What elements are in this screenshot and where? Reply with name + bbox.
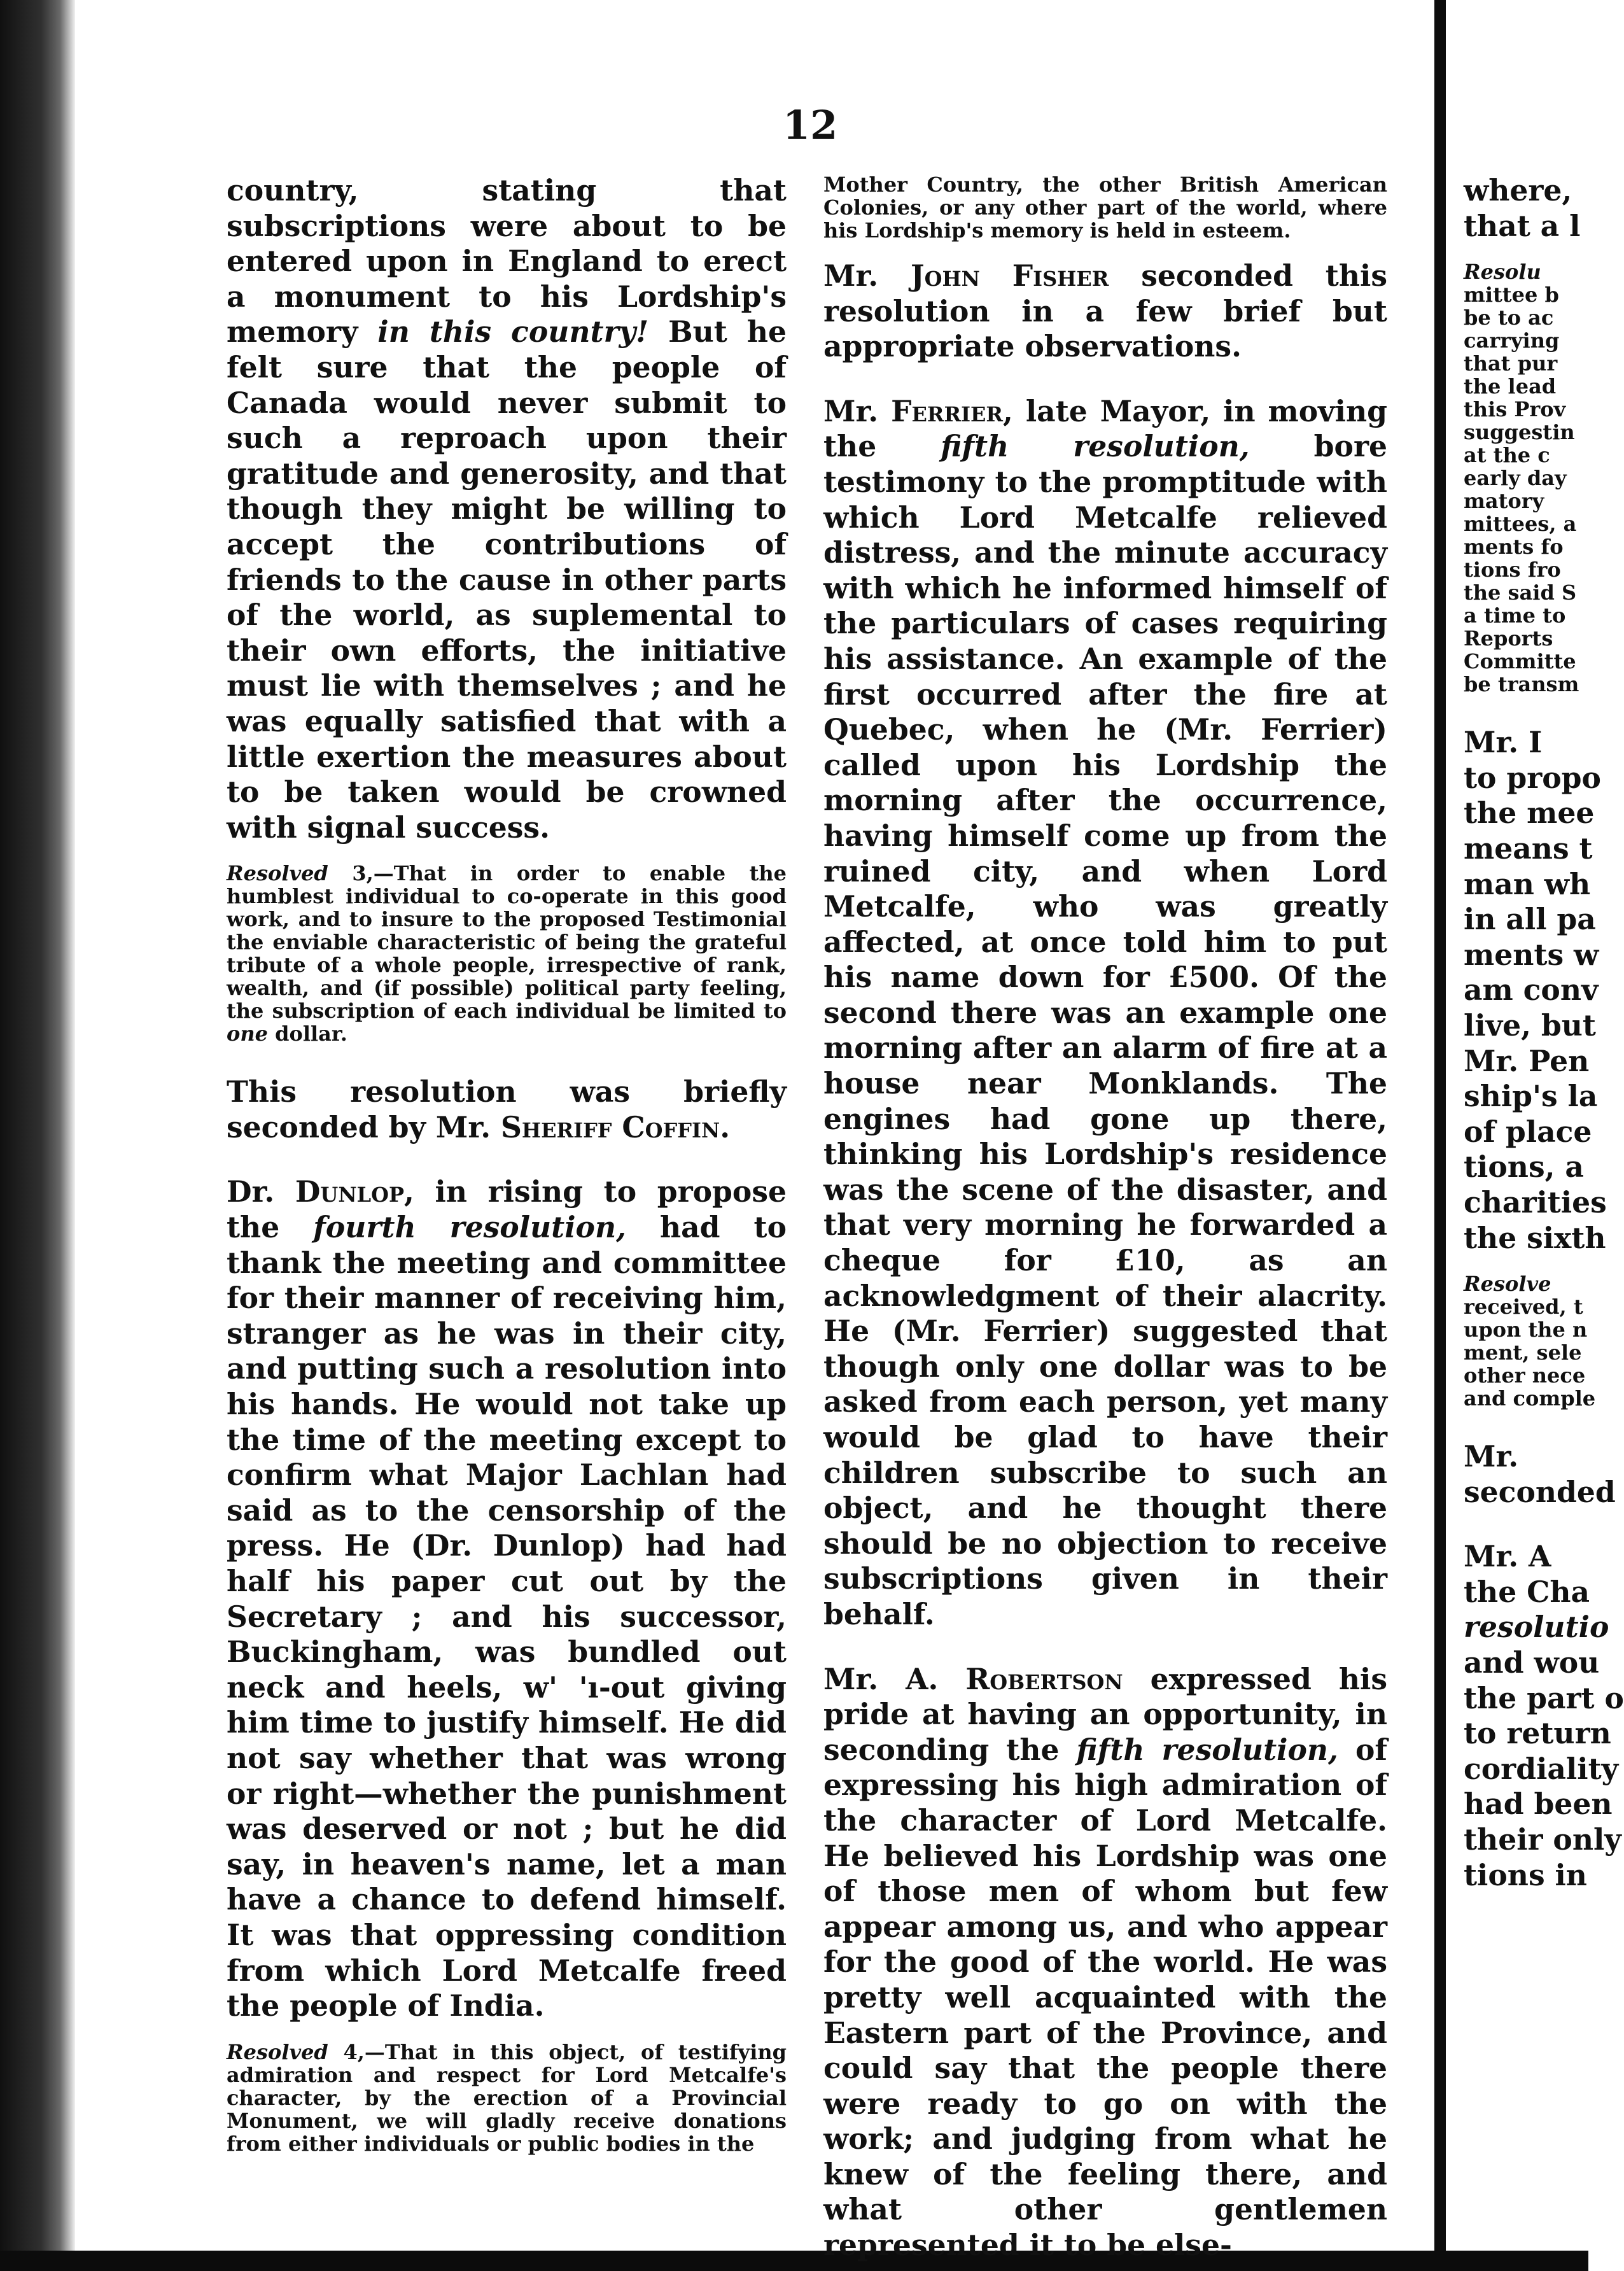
partial-line: upon the n xyxy=(1464,1318,1588,1342)
partial-line: the lead xyxy=(1464,374,1557,399)
partial-line: Mr. Pen xyxy=(1464,1043,1590,1078)
text: 4,—That in this object, of testifying admiration and respect for Lord Metcalfe's character, by the erection of a Provincial Monument, we will gladly receive donations from either individuals or public bodies in the xyxy=(227,2039,787,2156)
page-number: 12 xyxy=(783,102,838,148)
partial-line: means t xyxy=(1464,831,1593,866)
partial-line: at the c xyxy=(1464,443,1550,468)
partial-line: the Cha xyxy=(1464,1574,1590,1609)
partial-line: tions in xyxy=(1464,1857,1587,1892)
partial-line: matory xyxy=(1464,489,1544,514)
partial-line: early day xyxy=(1464,466,1567,491)
resolution-4-continued: Mother Country, the other British American Colonies, or any other part of the world, where his Lordship's memory is held in esteem. xyxy=(823,172,1387,243)
text: But he felt sure that the people of Canada would never submit to such a reproach upon their gratitude and generosity, and that though they might be willing to accept the contributions of friends to the cause in other parts of the world, as suplemental to their own efforts, the initiative must lie with themselves ; and he was equally satisfied that with a little exertion the measures about to be taken would be crowned with signal success. xyxy=(227,314,787,845)
speaker-name: John Fisher xyxy=(911,258,1109,293)
partial-line: other nece xyxy=(1464,1363,1586,1388)
text: of expressing his high admiration of the character of Lord Metcalfe. He believed his Lordship was one of those men of whom but few appear among us, and who appear for the good of the world. He was pretty well acquainted with the Eastern part of the Province, and could say that the people there were ready to go on with the work; and judging from what he knew of the feeling there, and what other gentlemen represented it to be else- xyxy=(823,1732,1388,2263)
text: Mr. A. xyxy=(823,1661,939,1696)
partial-line: am conv xyxy=(1464,973,1599,1008)
partial-line: the mee xyxy=(1464,796,1595,831)
text: expressed his pride at having an opportunity, in seconding the xyxy=(823,1661,1387,1767)
partial-line: the said S xyxy=(1464,580,1577,605)
partial-line: ments fo xyxy=(1464,535,1564,559)
text: 3,—That in order to enable the humblest individual to co-operate in this good work, and to insure to the proposed Testimonial the enviable characteristic of being the grateful tribute of a whole people, irrespective of rank, wealth, and (if possible) political party feeling, the subscription of each individual be limited to xyxy=(227,861,787,1023)
text: Mr. xyxy=(823,258,879,293)
partial-line: that a l xyxy=(1464,208,1581,243)
partial-line: had been xyxy=(1464,1787,1613,1822)
partial-line: the sixth xyxy=(1464,1220,1606,1255)
resolution-label: Resolved xyxy=(227,2039,328,2064)
partial-line: charities xyxy=(1464,1185,1607,1220)
partial-line: mittee b xyxy=(1464,283,1559,307)
partial-line: Committe xyxy=(1464,649,1576,674)
partial-line: their only xyxy=(1464,1822,1621,1857)
paragraph-robertson xyxy=(823,1662,1387,2263)
partial-line: ship's la xyxy=(1464,1079,1598,1114)
partial-line: ment, sele xyxy=(1464,1340,1582,1365)
text: Dr. xyxy=(227,1174,275,1209)
partial-line: that pur xyxy=(1464,351,1558,376)
text: country, stating that subscriptions were about to be entered upon in England to erect a monument to his Lordship's memory xyxy=(227,173,787,349)
partial-line: tions fro xyxy=(1464,558,1561,582)
text: This resolution was briefly seconded by Mr. xyxy=(227,1074,787,1144)
partial-line: the part o xyxy=(1464,1680,1624,1715)
text: in rising to propose the xyxy=(227,1174,787,1245)
partial-line: Mr. xyxy=(1464,1439,1519,1474)
partial-line: Mr. A xyxy=(1464,1539,1551,1574)
partial-line: seconded xyxy=(1464,1474,1616,1509)
partial-line: be transm xyxy=(1464,672,1579,697)
text: bore testimony to the promptitude with which Lord Metcalfe relieved distress, and the minute accuracy with which he informed himself of the particulars of cases requiring his assistance. An example of the first occurred after the fire at Quebec, when he (Mr. Ferrier) called upon his Lordship the morning after the occurrence, having himself come up from the ruined city, and when Lord Metcalfe, who was greatly affected, at once told him to put his name down for £500. Of the second there was an example one morning after an alarm of fire at a house near Monklands. The engines had gone up there, thinking his Lordship's residence was the scene of the disaster, and that very morning he forwarded a cheque for £10, as an acknowledgment of their alacrity. He (Mr. Ferrier) suggested that though only one dollar was to be asked from each person, yet many would be glad to have their children subscribe to such an object, and he thought there should be no objection to receive subscriptions given in their behalf. xyxy=(823,429,1387,1631)
partial-line: to propo xyxy=(1464,760,1601,795)
paragraph-continuation xyxy=(227,173,787,845)
partial-line: tions, a xyxy=(1464,1150,1584,1185)
partial-line: live, but xyxy=(1464,1008,1596,1043)
column-middle xyxy=(823,173,1387,2263)
speaker-name: Sheriff Coffin. xyxy=(500,1109,731,1144)
partial-line: a time to xyxy=(1464,603,1566,628)
partial-line: Mr. I xyxy=(1464,725,1543,760)
text: dollar. xyxy=(275,1022,347,1046)
paragraph-seconded xyxy=(227,1074,787,1145)
resolution-4 xyxy=(227,2041,787,2155)
speaker-name: Ferrier, xyxy=(891,393,1013,428)
paragraph-fisher xyxy=(823,258,1387,365)
column-right-partial xyxy=(1464,173,1624,1893)
partial-line: received, t xyxy=(1464,1295,1583,1319)
resolution-label: Resolved xyxy=(227,861,328,886)
partial-line: suggestin xyxy=(1464,420,1575,445)
partial-line: to return xyxy=(1464,1716,1611,1751)
partial-line: and comple xyxy=(1464,1386,1596,1411)
paragraph-dunlop xyxy=(227,1174,787,2023)
emphasis: in this country! xyxy=(377,314,649,349)
column-left xyxy=(227,173,787,2155)
emphasis: fifth resolution, xyxy=(1076,1732,1338,1767)
text: had to thank the meeting and committee for their manner of receiving him, stranger as he was in their city, and putting such a resolution into his hands. He would not take up the time of the meeting except to confirm what Major Lachlan had said as to the censorship of the press. He (Dr. Dunlop) had had half his paper cut out by the Secretary ; and his successor, Buckingham, was bundled out neck and heels, w' 'ı-out giving him time to justify himself. He did not say whether that was wrong or right—whether the punishment was deserved or not ; but he did say, in heaven's name, let a man have a chance to defend himself. It was that oppressing condition from which Lord Metcalfe freed the people of India. xyxy=(227,1210,787,2023)
text: late Mayor, in moving the xyxy=(823,393,1388,464)
partial-line: this Prov xyxy=(1464,397,1566,422)
partial-line: where, xyxy=(1464,173,1572,207)
partial-line: of place xyxy=(1464,1114,1592,1149)
paragraph-ferrier xyxy=(823,394,1387,1633)
text: Mr. xyxy=(823,393,879,428)
partial-line: Resolve xyxy=(1464,1272,1551,1297)
partial-line: mittees, a xyxy=(1464,512,1577,537)
partial-line: carrying xyxy=(1464,328,1560,353)
emphasis: one xyxy=(227,1022,268,1046)
speaker-name: Dunlop, xyxy=(295,1174,414,1209)
emphasis: fourth resolution, xyxy=(313,1210,626,1245)
emphasis: fifth resolution, xyxy=(941,429,1250,464)
speaker-name: Robertson xyxy=(965,1661,1123,1696)
partial-line: and wou xyxy=(1464,1645,1600,1680)
partial-line: resolutio xyxy=(1464,1610,1609,1645)
partial-line: be to ac xyxy=(1464,306,1554,330)
partial-line: man wh xyxy=(1464,866,1591,901)
text: seconded this resolution in a few brief but appropriate observations. xyxy=(823,258,1387,364)
column-rule xyxy=(1434,0,1446,2271)
partial-line: cordiality xyxy=(1464,1751,1619,1786)
scan-left-edge xyxy=(0,0,75,2271)
partial-line: ments w xyxy=(1464,937,1599,972)
partial-line: in all pa xyxy=(1464,902,1596,937)
partial-line: Resolu xyxy=(1464,260,1541,285)
partial-line: Reports xyxy=(1464,626,1553,651)
resolution-3 xyxy=(227,862,787,1045)
